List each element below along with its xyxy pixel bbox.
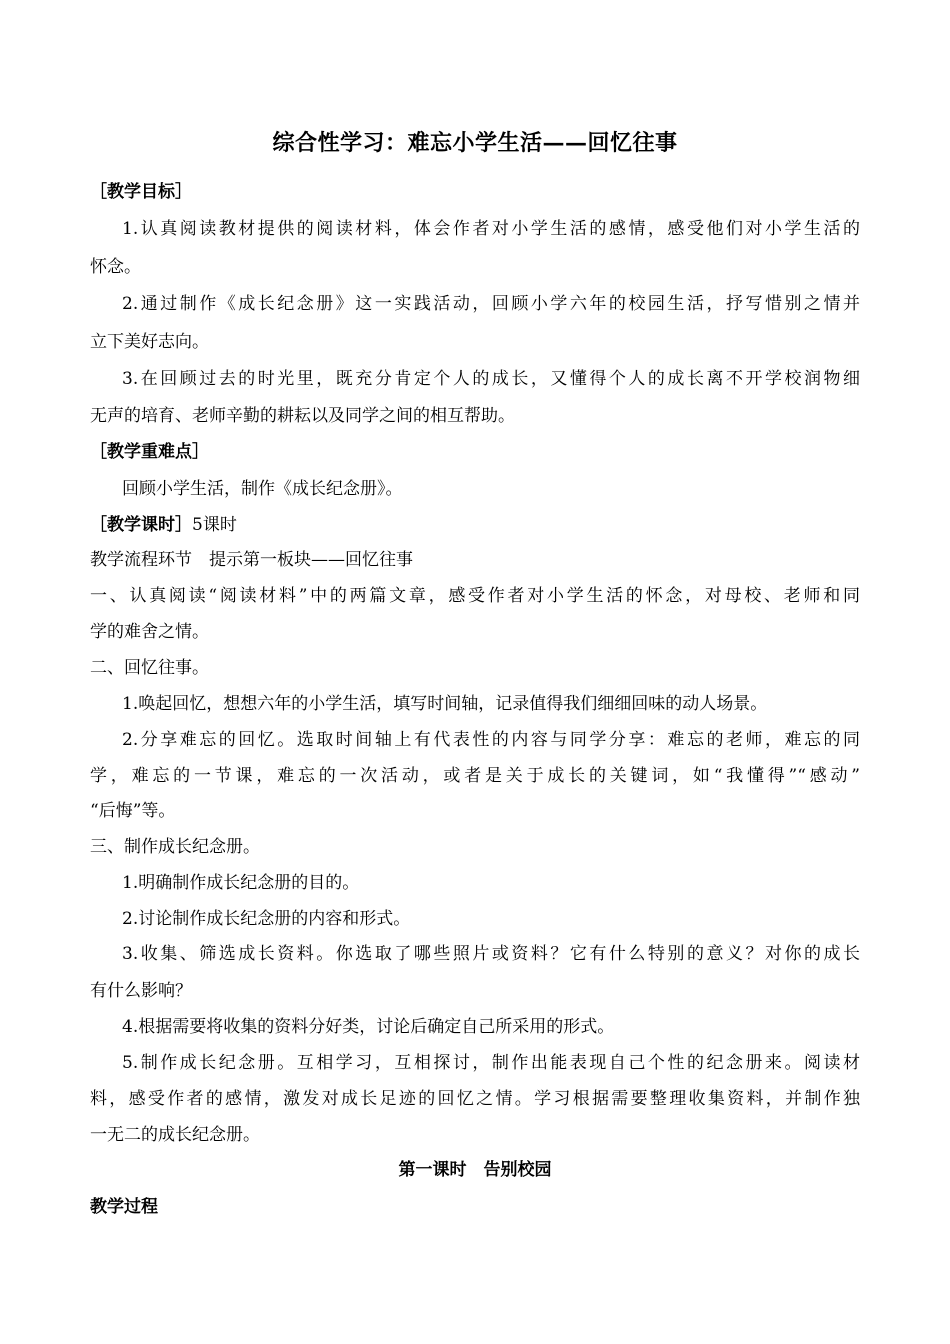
goal-1-line-1: 1.认真阅读教材提供的阅读材料，体会作者对小学生活的感情，感受他们对小学生活的	[122, 219, 860, 239]
lesson-1-heading: 第一课时 告别校园	[398, 1160, 552, 1180]
section-1-line-2: 学的难舍之情。	[90, 622, 209, 642]
lesson-1-process-heading: 教学过程	[90, 1197, 158, 1217]
section-1-line-1: 一、认真阅读“阅读材料”中的两篇文章，感受作者对小学生活的怀念，对母校、老师和同	[90, 586, 860, 606]
flow-intro: 教学流程环节 提示第一板块——回忆往事	[90, 550, 413, 570]
goal-3-line-2: 无声的培育、老师辛勤的耕耘以及同学之间的相互帮助。	[90, 406, 515, 426]
section-2-item-2-line-3: “后悔”等。	[90, 801, 176, 821]
section-3-item-5-line-1: 5.制作成长纪念册。互相学习，互相探讨，制作出能表现自己个性的纪念册来。阅读材	[122, 1053, 860, 1073]
goal-3-line-1: 3.在回顾过去的时光里，既充分肯定个人的成长，又懂得个人的成长离不开学校润物细	[122, 369, 860, 389]
key-points-text: 回顾小学生活，制作《成长纪念册》。	[122, 479, 403, 499]
section-3-item-3-line-1: 3.收集、筛选成长资料。你选取了哪些照片或资料？它有什么特别的意义？对你的成长	[122, 944, 860, 964]
section-2-heading: 二、回忆往事。	[90, 658, 209, 678]
section-3-item-5-line-3: 一无二的成长纪念册。	[90, 1125, 260, 1145]
section-3-item-1: 1.明确制作成长纪念册的目的。	[122, 873, 360, 893]
page-title: 综合性学习：难忘小学生活——回忆往事	[272, 130, 678, 156]
section-3-item-3-line-2: 有什么影响？	[90, 981, 192, 1001]
section-2-item-2-line-2: 学，难忘的一节课，难忘的一次活动，或者是关于成长的关键词，如“我懂得”“感动”	[90, 766, 860, 786]
key-points-heading: ［教学重难点］	[90, 442, 209, 462]
section-3-item-2: 2.讨论制作成长纪念册的内容和形式。	[122, 909, 411, 929]
goals-heading: ［教学目标］	[90, 182, 192, 202]
section-3-item-4: 4.根据需要将收集的资料分好类，讨论后确定自己所采用的形式。	[122, 1017, 615, 1037]
goal-2-line-2: 立下美好志向。	[90, 332, 209, 352]
hours-line	[90, 514, 237, 536]
section-3-item-5-line-2: 料，感受作者的感情，激发对成长足迹的回忆之情。学习根据需要整理收集资料，并制作独	[90, 1089, 860, 1109]
section-2-item-1: 1.唤起回忆，想想六年的小学生活，填写时间轴，记录值得我们细细回味的动人场景。	[122, 694, 768, 714]
hours-value: 5课时	[192, 515, 237, 535]
goal-2-line-1: 2.通过制作《成长纪念册》这一实践活动，回顾小学六年的校园生活，抒写惜别之情并	[122, 294, 860, 314]
hours-heading: ［教学课时］	[90, 515, 192, 535]
section-3-heading: 三、制作成长纪念册。	[90, 837, 260, 857]
goal-1-line-2: 怀念。	[90, 257, 141, 277]
section-2-item-2-line-1: 2.分享难忘的回忆。选取时间轴上有代表性的内容与同学分享：难忘的老师，难忘的同	[122, 730, 860, 750]
